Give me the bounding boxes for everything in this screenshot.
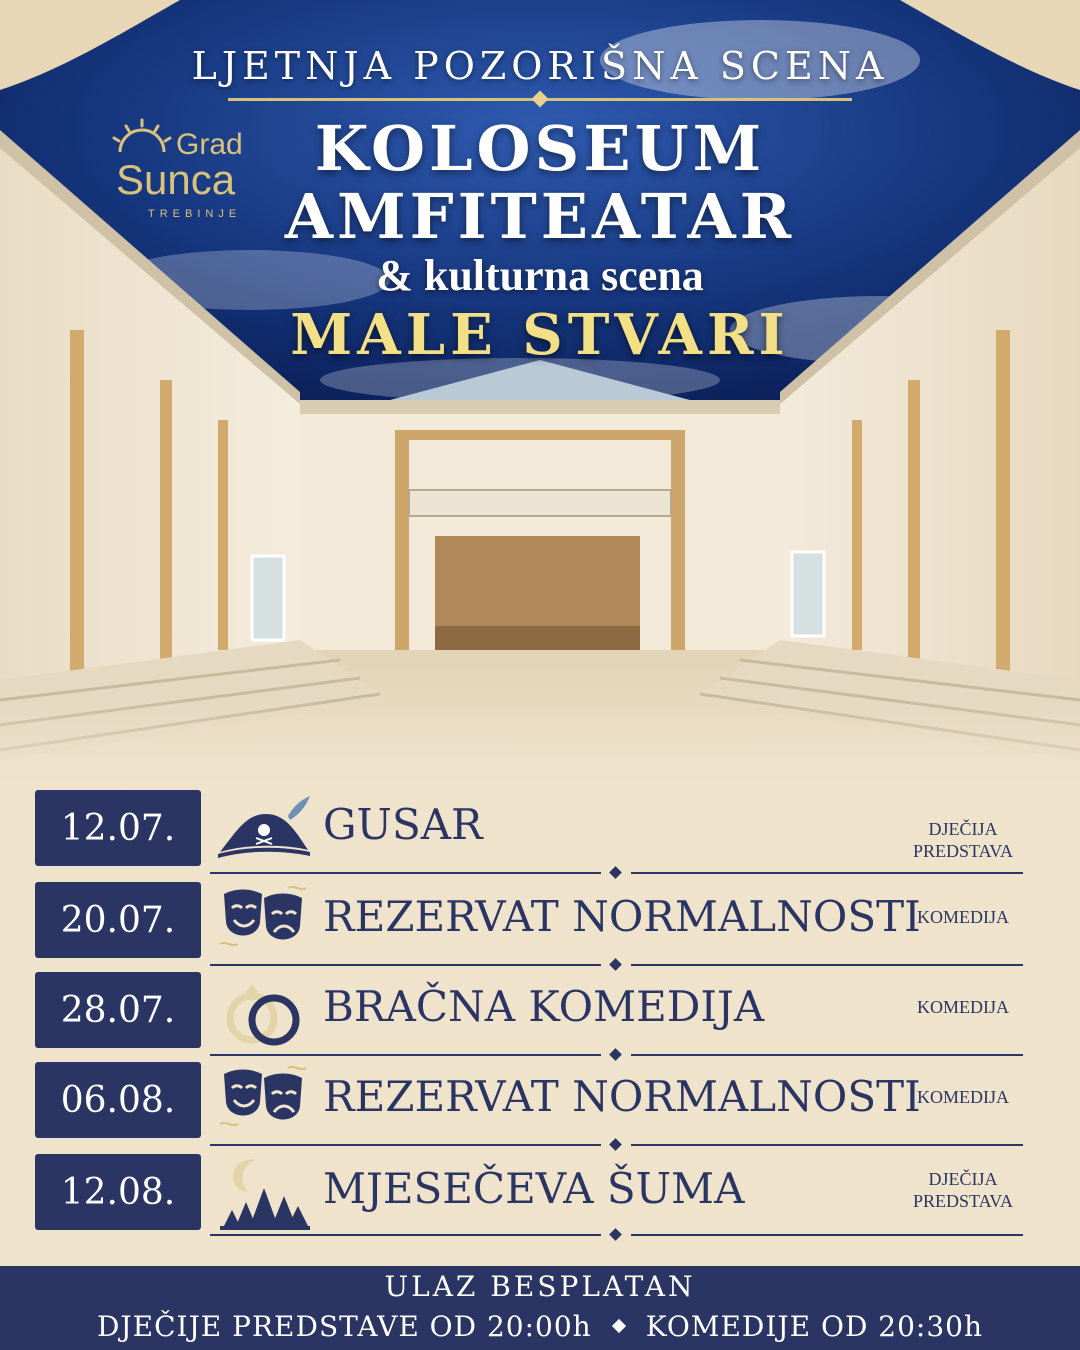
row-divider (210, 964, 1023, 966)
genre-line2: PREDSTAVA (913, 841, 1013, 861)
poster-title-line1: KOLOSEUM (314, 112, 766, 185)
poster-subtitle: & kulturna scena (376, 251, 704, 300)
row-divider (210, 1234, 1023, 1236)
poster-kicker: LJETNJA POZORIŠNA SCENA (191, 44, 889, 88)
footer-bar (0, 1266, 1080, 1350)
event-genre (903, 1086, 1023, 1108)
schedule-row (0, 972, 1080, 1048)
event-date: 28.07. (35, 972, 201, 1048)
row-divider (210, 1144, 1023, 1146)
genre-line1: KOMEDIJA (917, 1087, 1009, 1107)
event-genre (903, 1168, 1023, 1212)
pirate-hat-icon (216, 792, 312, 868)
genre-line1: KOMEDIJA (917, 997, 1009, 1017)
event-genre (903, 996, 1023, 1018)
schedule-row (0, 882, 1080, 958)
event-genre (903, 818, 1023, 862)
schedule-row (0, 790, 1080, 866)
event-date: 20.07. (35, 882, 201, 958)
free-entry-label: ULAZ BESPLATAN (384, 1270, 696, 1303)
event-title: GUSAR (323, 800, 483, 849)
theater-masks-icon (216, 884, 312, 960)
wedding-rings-icon (216, 974, 312, 1050)
logo-word-grad: Grad (176, 128, 243, 161)
logo-city: TREBINJE (148, 208, 242, 220)
poster-title-line2: AMFITEATAR (284, 180, 796, 253)
theater-masks-icon (216, 1064, 312, 1140)
comedy-showtime: KOMEDIJE OD 20:30h (645, 1310, 984, 1343)
genre-line1: DJEČIJA (928, 819, 998, 839)
genre-line1: DJEČIJA (928, 1169, 998, 1189)
sun-icon (108, 118, 178, 158)
logo-word-sunca: Sunca (116, 156, 236, 203)
event-title: REZERVAT NORMALNOSTI (323, 892, 921, 941)
diamond-icon (612, 1318, 626, 1332)
kids-showtime: DJEČIJE PREDSTAVE OD 20:00h (96, 1310, 592, 1343)
event-date: 12.08. (35, 1154, 201, 1230)
schedule-row (0, 1154, 1080, 1230)
genre-line1: KOMEDIJA (917, 907, 1009, 927)
schedule-row (0, 1062, 1080, 1138)
showtimes-line (0, 1310, 1080, 1343)
event-title: REZERVAT NORMALNOSTI (323, 1072, 921, 1121)
poster-title-line3: MALE STVARI (290, 302, 790, 368)
event-genre (903, 906, 1023, 928)
grad-sunca-logo (108, 118, 258, 228)
event-date: 06.08. (35, 1062, 201, 1138)
row-divider (210, 872, 1023, 874)
moon-forest-icon (216, 1156, 312, 1232)
row-divider (210, 1054, 1023, 1056)
event-date: 12.07. (35, 790, 201, 866)
genre-line2: PREDSTAVA (913, 1191, 1013, 1211)
event-title: BRAČNA KOMEDIJA (323, 982, 765, 1031)
event-title: MJESEČEVA ŠUMA (323, 1164, 745, 1213)
gold-divider (228, 98, 852, 101)
